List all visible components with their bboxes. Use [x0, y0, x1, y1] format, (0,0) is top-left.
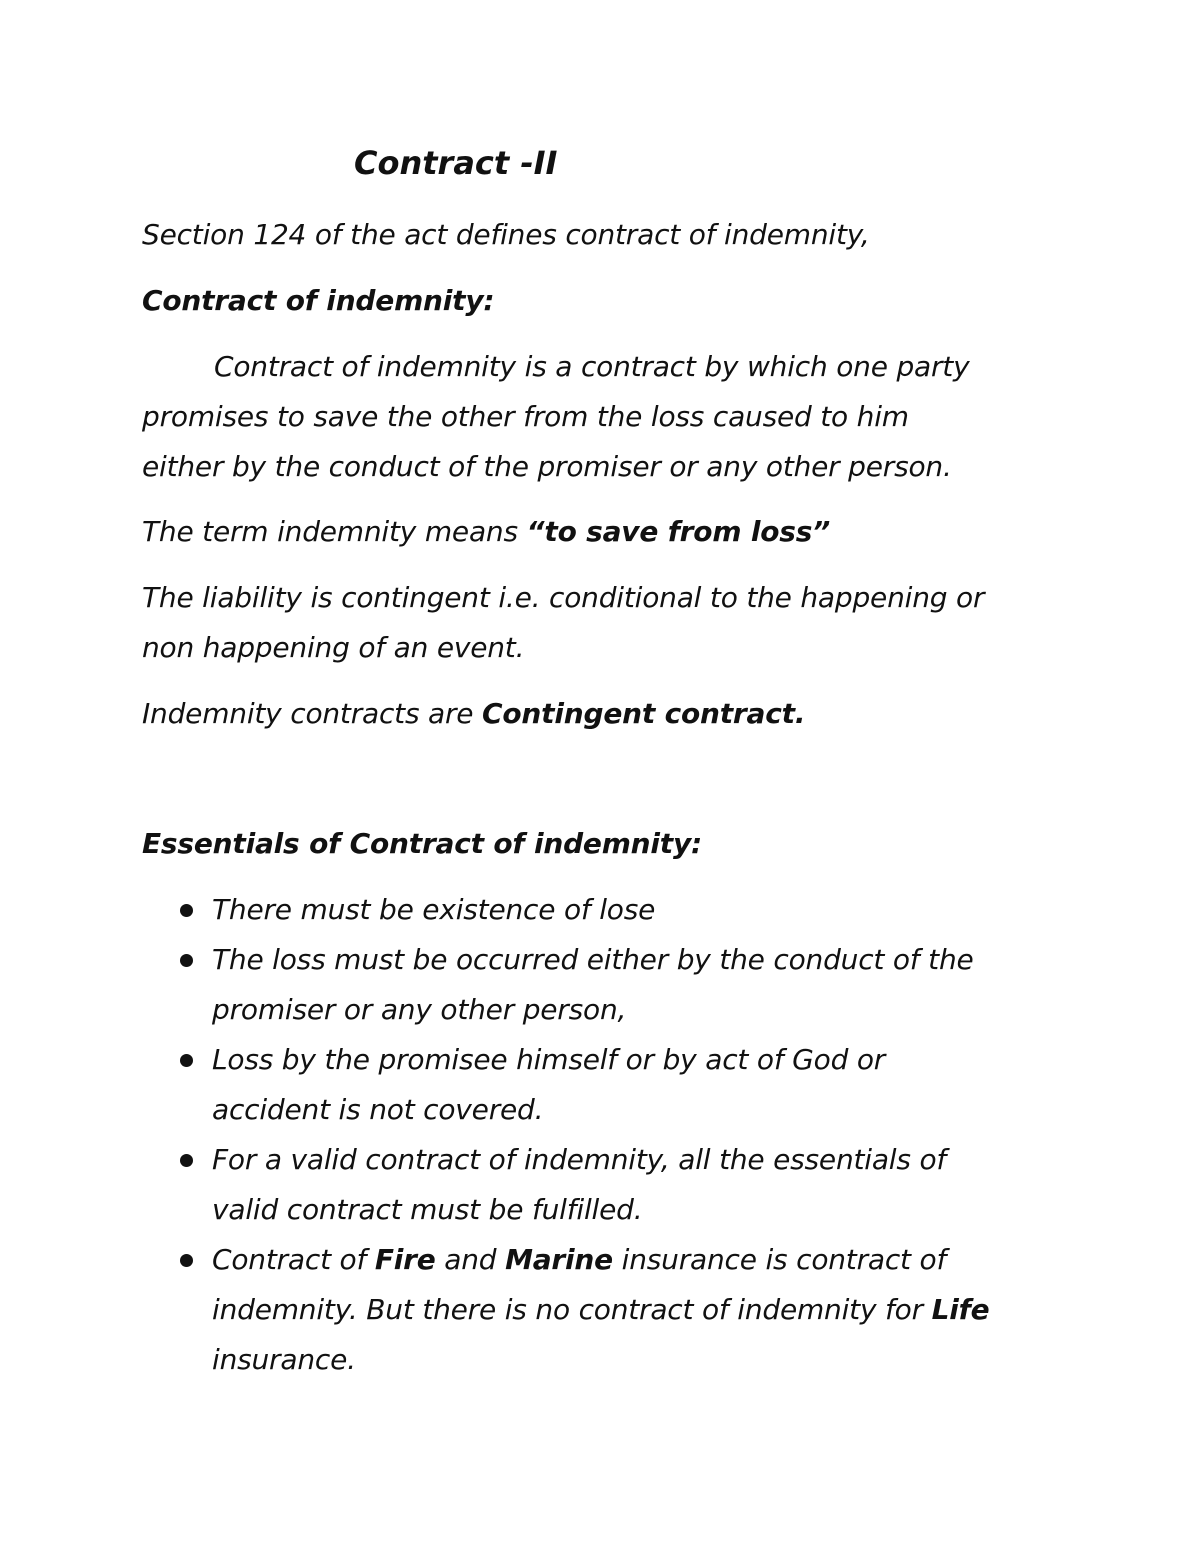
liability-line-2: non happening of an event.	[142, 631, 525, 664]
liability-line-1: The liability is contingent i.e. conditional to the happening or	[142, 581, 985, 614]
bullet-icon	[180, 1054, 193, 1067]
bullet-icon	[180, 904, 193, 917]
contingent-line-emphasis: Contingent contract.	[482, 697, 806, 730]
bullet-icon	[180, 1154, 193, 1167]
fire-emphasis: Fire	[374, 1243, 436, 1276]
bullet-icon	[180, 954, 193, 967]
marine-emphasis: Marine	[505, 1243, 613, 1276]
list-item-text: indemnity. But there is no contract of indemnity for Life	[212, 1293, 990, 1326]
bullet-icon	[180, 1254, 193, 1267]
definition-line-1: Contract of indemnity is a contract by which one party	[214, 350, 970, 383]
list-item	[142, 885, 1102, 935]
list-item-text: valid contract must be fulfilled.	[212, 1193, 643, 1226]
list-item-text: insurance.	[212, 1343, 356, 1376]
term-line-emphasis: “to save from loss”	[526, 515, 831, 548]
list-item-text: There must be existence of lose	[212, 893, 656, 926]
liability-paragraph	[142, 573, 1102, 673]
list-item	[142, 935, 1102, 1035]
section-line: Section 124 of the act defines contract of indemnity,	[142, 218, 870, 251]
list-item	[142, 1135, 1102, 1235]
term-line	[142, 507, 830, 557]
list-item-insurance	[142, 1235, 1102, 1385]
definition-paragraph	[142, 342, 1102, 492]
essentials-list	[142, 885, 1102, 1385]
life-emphasis: Life	[931, 1293, 990, 1326]
contingent-line-text: Indemnity contracts are	[142, 697, 483, 730]
definition-line-3: either by the conduct of the promiser or any other person.	[142, 450, 952, 483]
list-item-text: For a valid contract of indemnity, all the essentials of	[212, 1143, 947, 1176]
list-item	[142, 1035, 1102, 1135]
list-item-text: Contract of Fire and Marine insurance is contract of	[212, 1243, 947, 1276]
term-line-text: The term indemnity means	[142, 515, 527, 548]
contingent-line	[142, 689, 805, 739]
list-item-text: accident is not covered.	[212, 1093, 544, 1126]
list-item-text: Loss by the promisee himself or by act of God or	[212, 1043, 886, 1076]
list-item-text: The loss must be occurred either by the conduct of the	[212, 943, 974, 976]
definition-heading: Contract of indemnity:	[142, 284, 495, 317]
essentials-heading: Essentials of Contract of indemnity:	[142, 827, 703, 860]
definition-line-2: promises to save the other from the loss caused to him	[142, 400, 909, 433]
page-title: Contract -II	[354, 144, 558, 182]
list-item-text: promiser or any other person,	[212, 993, 627, 1026]
